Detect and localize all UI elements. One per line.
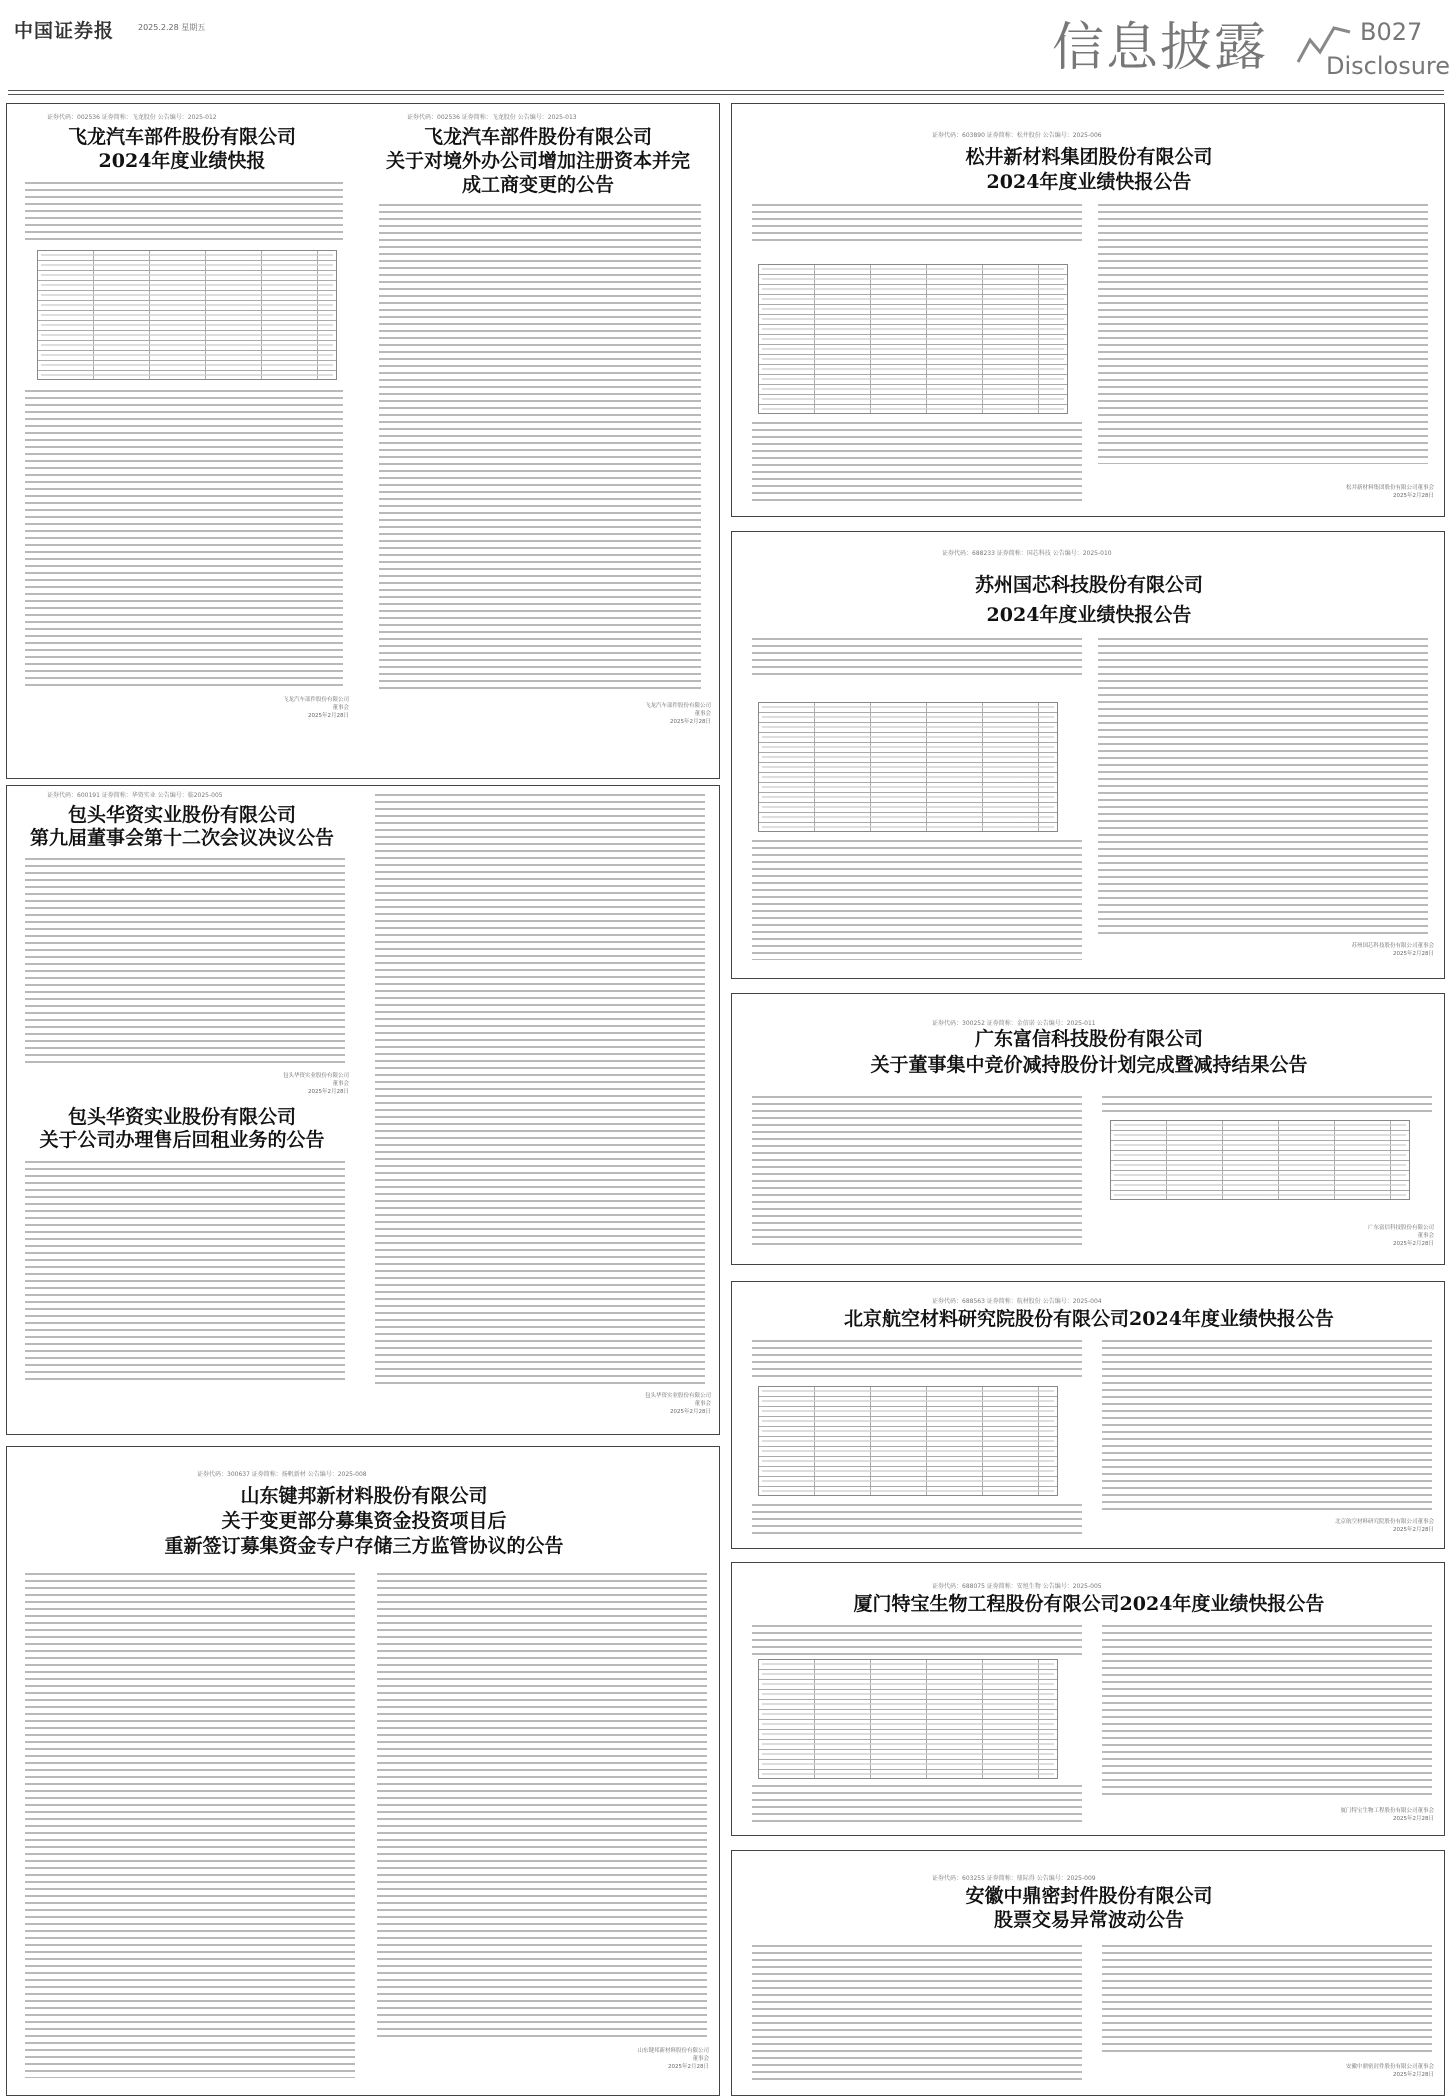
notice-title: 包头华资实业股份有限公司 bbox=[67, 804, 296, 826]
notice-title: 关于董事集中竞价减持股份计划完成暨减持结果公告 bbox=[870, 1054, 1308, 1076]
body-text bbox=[752, 1504, 1082, 1534]
body-text bbox=[752, 1340, 1082, 1380]
notice-box bbox=[731, 531, 1445, 979]
data-table bbox=[1110, 1120, 1410, 1200]
page-header bbox=[0, 0, 1450, 100]
stock-code-line: 证券代码：603890 证券简称：松井股份 公告编号：2025-006 bbox=[932, 132, 1102, 139]
notice-title: 飞龙汽车部件股份有限公司 bbox=[67, 126, 296, 148]
newspaper-masthead: 中国证券报 bbox=[14, 20, 115, 42]
notice-box bbox=[731, 1281, 1445, 1549]
body-text bbox=[377, 1573, 707, 2038]
body-text bbox=[1102, 1945, 1432, 2055]
notice-title: 厦门特宝生物工程股份有限公司2024年度业绩快报公告 bbox=[853, 1593, 1325, 1615]
section-title: 信息披露 bbox=[1052, 18, 1269, 78]
body-text bbox=[1102, 1625, 1432, 1795]
body-text bbox=[1098, 204, 1428, 464]
notice-box bbox=[6, 1446, 720, 2096]
signature-block: 包头华资实业股份有限公司 董事会 2025年2月28日 bbox=[644, 1393, 711, 1415]
body-text bbox=[752, 1945, 1082, 2085]
signature-block: 安徽中鼎密封件股份有限公司董事会 2025年2月28日 bbox=[1345, 2064, 1434, 2078]
signature-block: 飞龙汽车部件股份有限公司 董事会 2025年2月28日 bbox=[282, 697, 349, 719]
body-text bbox=[25, 390, 343, 690]
notice-title: 飞龙汽车部件股份有限公司 bbox=[423, 126, 652, 148]
header-rule bbox=[8, 94, 1444, 95]
data-table bbox=[758, 1386, 1058, 1496]
notice-box bbox=[6, 103, 720, 779]
stock-code-line: 证券代码：300637 证券简称：扬帆新材 公告编号：2025-008 bbox=[197, 1471, 367, 1478]
data-table bbox=[758, 264, 1068, 414]
issue-date: 2025.2.28 星期五 bbox=[138, 23, 206, 32]
notice-title: 安徽中鼎密封件股份有限公司 bbox=[965, 1885, 1213, 1907]
signature-block: 山东键邦新材料股份有限公司 董事会 2025年2月28日 bbox=[637, 2048, 709, 2070]
notice-box bbox=[731, 1850, 1445, 2096]
notice-title: 2024年度业绩快报公告 bbox=[986, 604, 1192, 626]
notice-title: 2024年度业绩快报 bbox=[98, 150, 266, 172]
notice-title: 第九届董事会第十二次会议决议公告 bbox=[29, 827, 334, 849]
signature-block: 飞龙汽车部件股份有限公司 董事会 2025年2月28日 bbox=[644, 703, 711, 725]
notice-title: 重新签订募集资金专户存储三方监管协议的公告 bbox=[164, 1535, 564, 1557]
notice-title: 北京航空材料研究院股份有限公司2024年度业绩快报公告 bbox=[844, 1308, 1334, 1330]
body-text bbox=[752, 204, 1082, 244]
body-text bbox=[752, 1096, 1082, 1246]
notice-title: 关于公司办理售后回租业务的公告 bbox=[39, 1129, 325, 1151]
notice-title: 关于对境外办公司增加注册资本并完 bbox=[385, 150, 690, 172]
body-text bbox=[1102, 1340, 1432, 1510]
body-text bbox=[25, 858, 345, 1068]
stock-code-line: 证券代码：300252 证券简称：金信诺 公告编号：2025-011 bbox=[932, 1020, 1096, 1027]
notice-box bbox=[6, 785, 720, 1435]
body-text bbox=[752, 1785, 1082, 1825]
data-table bbox=[758, 1659, 1058, 1779]
notice-title: 成工商变更的公告 bbox=[461, 174, 614, 196]
stock-code-line: 证券代码：002536 证券简称：飞龙股份 公告编号：2025-013 bbox=[407, 114, 577, 121]
stock-code-line: 证券代码：002536 证券简称：飞龙股份 公告编号：2025-012 bbox=[47, 114, 217, 121]
signature-block: 松井新材料集团股份有限公司董事会 2025年2月28日 bbox=[1345, 485, 1434, 499]
notice-box bbox=[731, 993, 1445, 1265]
signature-block: 包头华资实业股份有限公司 董事会 2025年2月28日 bbox=[282, 1073, 349, 1095]
stock-code-line: 证券代码：688075 证券简称：安旭生物 公告编号：2025-005 bbox=[932, 1583, 1102, 1590]
body-text bbox=[375, 794, 705, 1384]
data-table bbox=[37, 250, 337, 380]
body-text bbox=[1102, 1096, 1432, 1116]
body-text bbox=[752, 422, 1082, 502]
data-table bbox=[758, 702, 1058, 832]
notice-title: 2024年度业绩快报公告 bbox=[986, 171, 1192, 193]
notice-title: 关于变更部分募集资金投资项目后 bbox=[221, 1510, 507, 1532]
body-text bbox=[379, 204, 701, 694]
page-number: B027 bbox=[1360, 18, 1423, 46]
body-text bbox=[752, 840, 1082, 960]
body-text bbox=[25, 1573, 355, 2078]
notice-title: 山东键邦新材料股份有限公司 bbox=[240, 1485, 488, 1507]
body-text bbox=[752, 1625, 1082, 1655]
signature-block: 北京航空材料研究院股份有限公司董事会 2025年2月28日 bbox=[1334, 1519, 1434, 1533]
notice-title: 股票交易异常波动公告 bbox=[993, 1909, 1184, 1931]
notice-title: 松井新材料集团股份有限公司 bbox=[965, 146, 1213, 168]
stock-code-line: 证券代码：688233 证券简称：国芯科技 公告编号：2025-010 bbox=[942, 550, 1112, 557]
signature-block: 苏州国芯科技股份有限公司董事会 2025年2月28日 bbox=[1351, 943, 1434, 957]
notice-title: 包头华资实业股份有限公司 bbox=[67, 1106, 296, 1128]
notice-title: 苏州国芯科技股份有限公司 bbox=[974, 574, 1203, 596]
signature-block: 广东富信科技股份有限公司 董事会 2025年2月28日 bbox=[1367, 1225, 1434, 1247]
body-text bbox=[1098, 638, 1428, 938]
signature-block: 厦门特宝生物工程股份有限公司董事会 2025年2月28日 bbox=[1340, 1808, 1434, 1822]
stock-code-line: 证券代码：600191 证券简称：华资实业 公告编号：临2025-005 bbox=[47, 792, 223, 799]
stock-code-line: 证券代码：603255 证券简称：鼎际得 公告编号：2025-009 bbox=[932, 1875, 1096, 1882]
notice-title: 广东富信科技股份有限公司 bbox=[974, 1028, 1203, 1050]
body-text bbox=[25, 1161, 345, 1381]
section-title-english: Disclosure bbox=[1326, 52, 1450, 80]
notice-box bbox=[731, 1562, 1445, 1836]
body-text bbox=[752, 638, 1082, 678]
header-rule bbox=[8, 90, 1444, 91]
stock-code-line: 证券代码：688563 证券简称：航材股份 公告编号：2025-004 bbox=[932, 1298, 1102, 1305]
notice-box bbox=[731, 103, 1445, 517]
body-text bbox=[25, 182, 343, 242]
